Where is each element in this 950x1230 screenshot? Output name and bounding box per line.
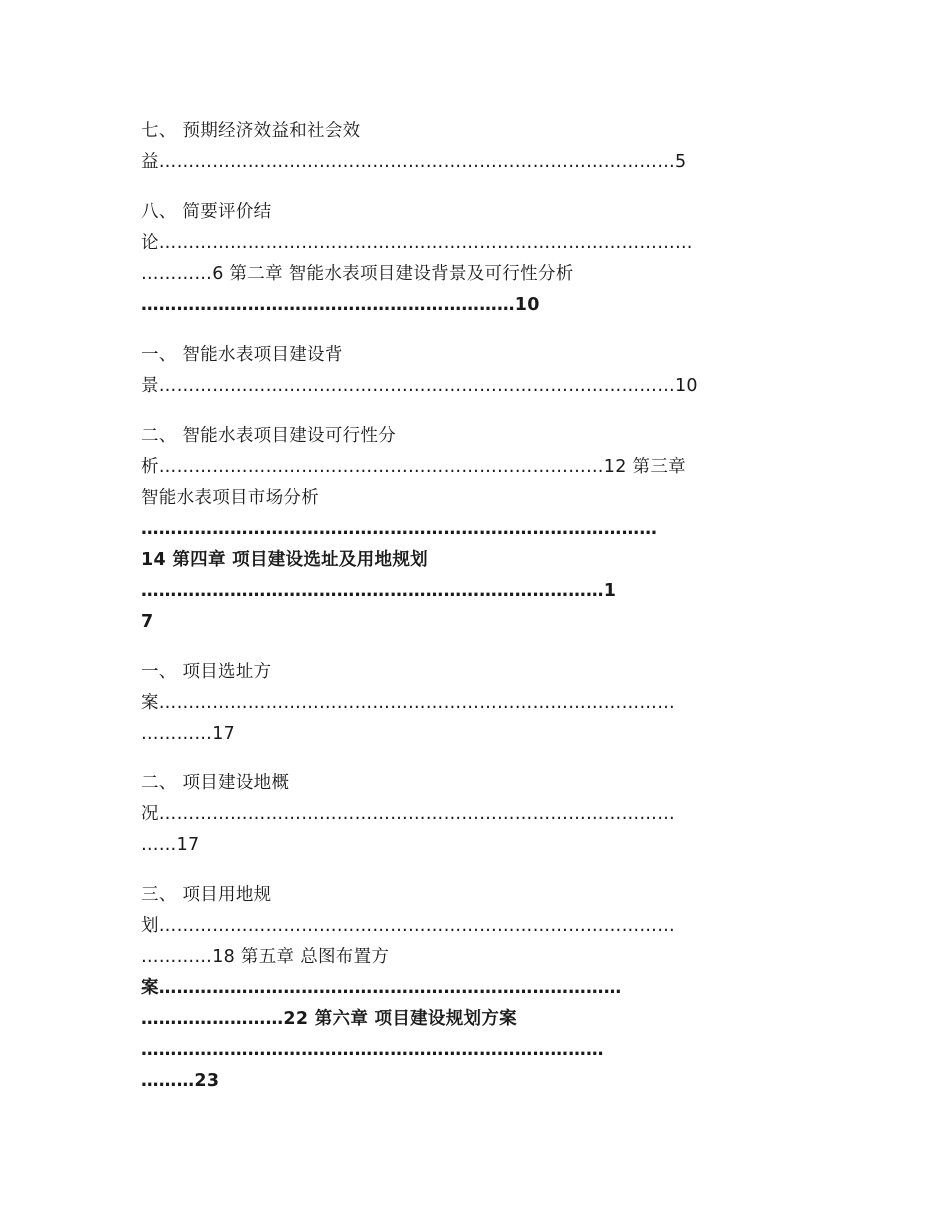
toc-line: 八、 简要评价结 [141, 202, 272, 222]
toc-line: ……17 [141, 835, 200, 855]
toc-line: 一、 项目选址方 [141, 662, 272, 682]
toc-line: ……………………22 第六章 项目建设规划方案 [141, 1009, 517, 1029]
toc-line: …………18 第五章 总图布置方 [141, 947, 390, 967]
toc-line: 7 [141, 612, 154, 632]
toc-line: 七、 预期经济效益和社会效 [141, 121, 361, 141]
toc-line: 二、 智能水表项目建设可行性分 [141, 426, 397, 446]
toc-line: 二、 项目建设地概 [141, 773, 290, 793]
toc-line: …………………………………………………………………… [141, 1040, 604, 1060]
toc-line: …………6 第二章 智能水表项目建设背景及可行性分析 [141, 264, 574, 284]
toc-line: 14 第四章 项目建设选址及用地规划 [141, 550, 428, 570]
toc-line: 益……………………………………………………………………………5 [141, 152, 687, 172]
toc-line: 景……………………………………………………………………………10 [141, 376, 698, 396]
toc-line: ………………………………………………………10 [141, 295, 540, 315]
toc-line: …………17 [141, 724, 236, 744]
toc-line: …………………………………………………………………………… [141, 519, 658, 539]
toc-line: ………23 [141, 1071, 220, 1091]
toc-line: 案…………………………………………………………………… [141, 978, 622, 998]
toc-line: 案…………………………………………………………………………… [141, 693, 675, 713]
toc-line: 况…………………………………………………………………………… [141, 804, 675, 824]
toc-line: 智能水表项目市场分析 [141, 488, 319, 508]
toc-line: 一、 智能水表项目建设背 [141, 345, 343, 365]
toc-line: ……………………………………………………………………1 [141, 581, 617, 601]
toc-line: 三、 项目用地规 [141, 885, 272, 905]
toc-line: 划…………………………………………………………………………… [141, 916, 675, 936]
toc-line: 论……………………………………………………………………………… [141, 233, 693, 253]
toc-line: 析…………………………………………………………………12 第三章 [141, 457, 686, 477]
